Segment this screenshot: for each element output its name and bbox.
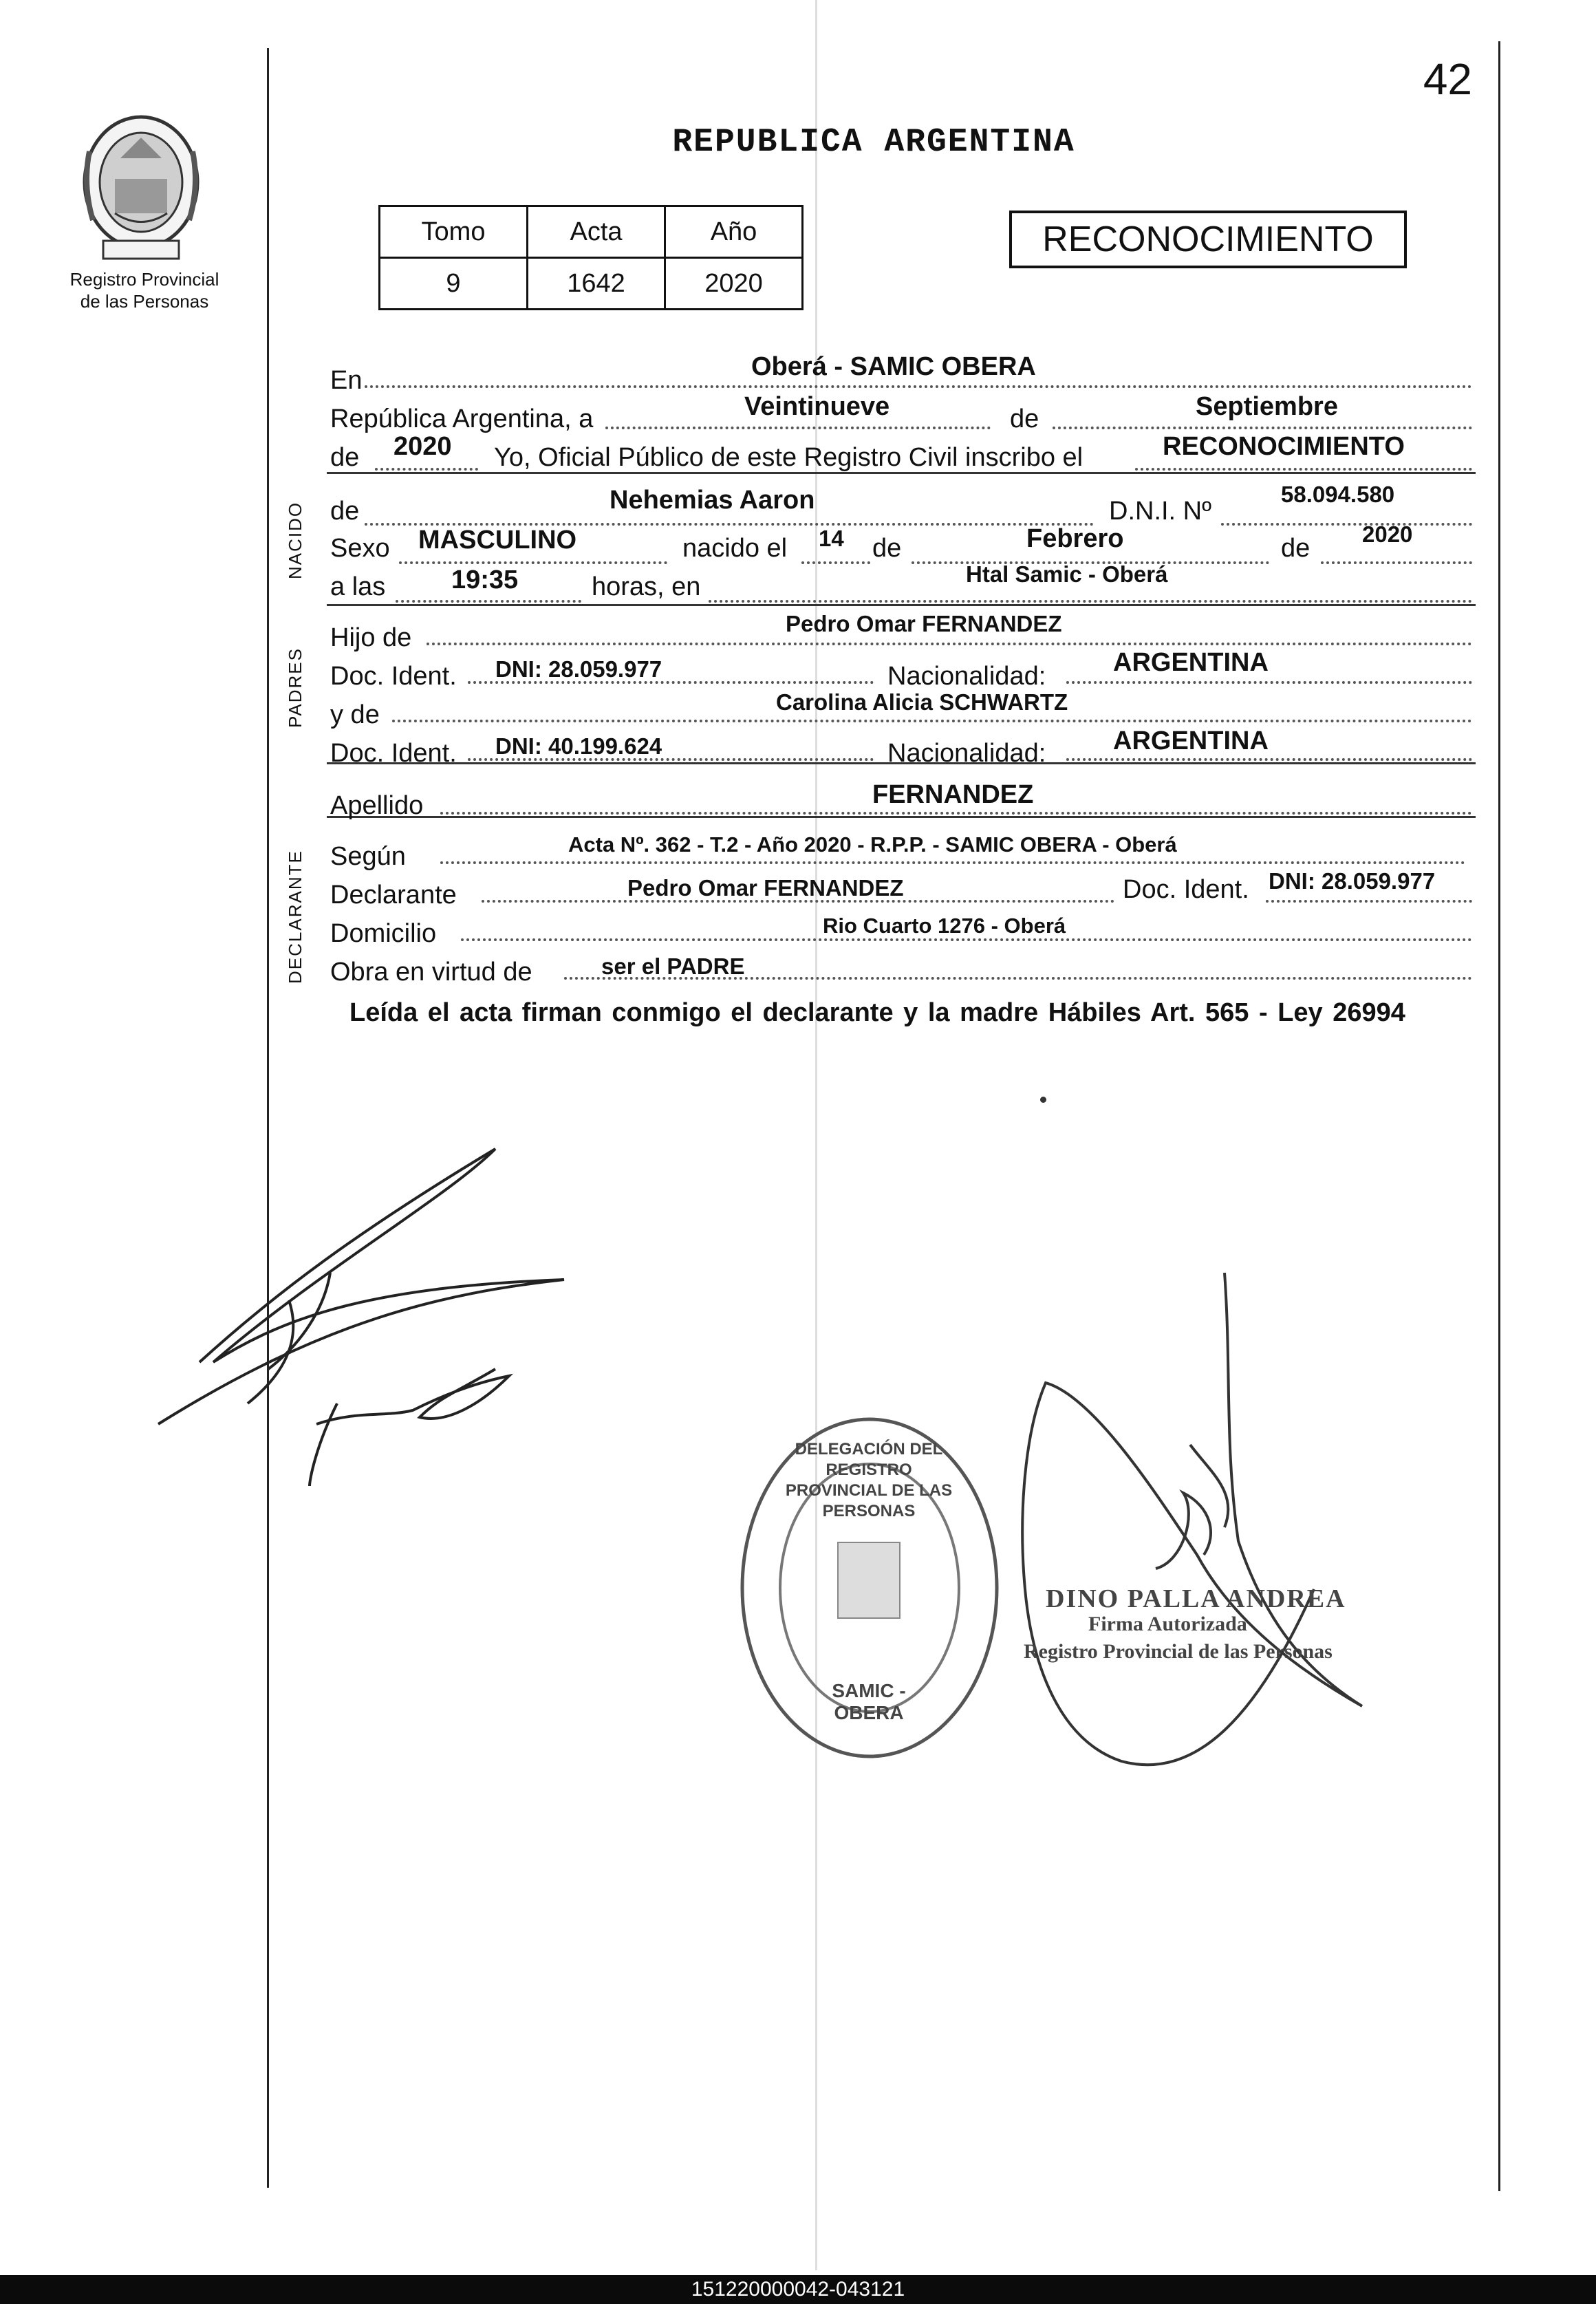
stamp-center-text: SAMIC - OBERA	[832, 1680, 906, 1723]
acta-value: 1642	[528, 258, 665, 310]
dotline-declarante-doc	[1266, 900, 1472, 903]
dotline-lugar-nac	[709, 600, 1472, 603]
dotline-domicilio	[461, 938, 1472, 941]
registry-stamp	[735, 1412, 1004, 1764]
label-doc-ident-3: Doc. Ident.	[1123, 875, 1249, 904]
footer-code: 151220000042-043121	[691, 2278, 905, 2301]
stamp-ring-text: DELEGACIÓN DEL REGISTRO PROVINCIAL DE LAS PERSONAS	[785, 1440, 953, 1520]
label-doc-ident-2: Doc. Ident.	[330, 739, 457, 768]
label-republica: República Argentina, a	[330, 405, 594, 433]
label-obra: Obra en virtud de	[330, 958, 532, 987]
page-number: 42	[1423, 54, 1472, 104]
label-doc-ident-1: Doc. Ident.	[330, 662, 457, 691]
dotline-madre	[392, 720, 1472, 722]
field-madre-doc: DNI: 40.199.624	[495, 733, 662, 759]
dotline-anio	[375, 468, 478, 471]
field-apellido: FERNANDEZ	[872, 780, 1034, 809]
field-obra: ser el PADRE	[601, 954, 745, 979]
dotline-en	[365, 385, 1472, 388]
label-segun: Según	[330, 842, 406, 871]
field-tipo: RECONOCIMIENTO	[1163, 432, 1405, 461]
label-nacionalidad-2: Nacionalidad:	[887, 739, 1046, 768]
dotline-anio-nac	[1321, 561, 1472, 564]
field-segun: Acta Nº. 362 - T.2 - Año 2020 - R.P.P. - SAMIC OBERA - Oberá	[568, 832, 1177, 857]
field-padre-nac: ARGENTINA	[1113, 648, 1269, 677]
field-anio-nac: 2020	[1362, 521, 1413, 547]
field-anio: 2020	[393, 432, 452, 461]
field-domicilio: Rio Cuarto 1276 - Oberá	[823, 914, 1066, 938]
label-dni: D.N.I. Nº	[1109, 497, 1211, 526]
declarant-signature	[151, 1135, 578, 1520]
ink-dot	[1040, 1097, 1046, 1103]
field-lugar: Oberá - SAMIC OBERA	[751, 352, 1036, 381]
closing-statement: Leída el acta firman conmigo el declarante y la madre Hábiles Art. 565 - Ley 26994	[349, 998, 1405, 1027]
act-type-box: RECONOCIMIENTO	[1009, 211, 1407, 268]
acta-header: Acta	[528, 206, 665, 258]
label-apellido: Apellido	[330, 791, 424, 820]
label-en: En	[330, 366, 363, 395]
dotline-padre-nac	[1066, 681, 1472, 684]
tomo-header: Tomo	[380, 206, 528, 258]
right-margin-rule	[1498, 41, 1500, 2191]
reference-value-row	[380, 258, 803, 310]
document-title: REPUBLICA ARGENTINA	[672, 124, 1075, 161]
dotline-dia-nac	[801, 561, 870, 564]
field-hora: 19:35	[451, 566, 519, 594]
label-yo-oficial: Yo, Oficial Público de este Registro Civil inscribo el	[494, 443, 1083, 472]
field-nombre: Nehemias Aaron	[610, 486, 815, 515]
dotline-tipo	[1135, 468, 1472, 471]
official-office: Registro Provincial de las Personas	[1024, 1640, 1333, 1663]
reference-header-row	[380, 206, 803, 258]
dotline-apellido	[440, 812, 1472, 815]
fold-line	[815, 0, 817, 2270]
left-margin-rule	[267, 48, 269, 2188]
reference-table	[378, 205, 804, 310]
label-y-de: y de	[330, 700, 380, 729]
dotline-hora	[396, 600, 581, 603]
field-lugar-nac: Htal Samic - Oberá	[966, 561, 1168, 587]
dotline-dni	[1221, 523, 1472, 526]
field-padre: Pedro Omar FERNANDEZ	[786, 611, 1062, 636]
rule-2	[327, 604, 1476, 606]
anio-value: 2020	[665, 258, 803, 310]
anio-header: Año	[665, 206, 803, 258]
label-nacido-el: nacido el	[682, 534, 788, 563]
label-de-month: de	[872, 534, 902, 563]
field-mes-nac: Febrero	[1026, 524, 1124, 553]
label-horas-en: horas, en	[592, 572, 701, 601]
field-madre: Carolina Alicia SCHWARTZ	[776, 689, 1068, 715]
field-dia: Veintinueve	[744, 392, 890, 421]
label-sexo: Sexo	[330, 534, 390, 563]
label-hijo-de: Hijo de	[330, 623, 412, 652]
field-sexo: MASCULINO	[418, 526, 577, 555]
section-label-declarante: DECLARANTE	[285, 850, 305, 984]
label-de: de	[1010, 405, 1039, 433]
official-name: DINO PALLA ANDREA	[1046, 1584, 1346, 1613]
section-label-padres: PADRES	[285, 647, 305, 728]
label-declarante: Declarante	[330, 881, 457, 909]
label-nacionalidad-1: Nacionalidad:	[887, 662, 1046, 691]
field-dia-nac: 14	[819, 526, 844, 551]
field-dni: 58.094.580	[1281, 482, 1395, 507]
field-madre-nac: ARGENTINA	[1113, 726, 1269, 755]
rule-4	[327, 816, 1476, 818]
dotline-sexo	[399, 561, 667, 564]
field-mes: Septiembre	[1196, 392, 1338, 421]
dotline-dia	[605, 427, 991, 429]
label-de-year: de	[1281, 534, 1311, 563]
field-padre-doc: DNI: 28.059.977	[495, 656, 662, 682]
registry-caption: Registro Provincial de las Personas	[69, 269, 219, 312]
dotline-mes	[1053, 427, 1472, 429]
label-domicilio: Domicilio	[330, 919, 437, 948]
label-de-prefix: de	[330, 443, 360, 472]
section-label-nacido: NACIDO	[285, 501, 305, 579]
official-signature	[1018, 1266, 1376, 1775]
dotline-madre-nac	[1066, 758, 1472, 761]
field-declarante-doc: DNI: 28.059.977	[1269, 868, 1436, 894]
dotline-padre	[427, 643, 1472, 645]
field-declarante: Pedro Omar FERNANDEZ	[627, 875, 904, 901]
official-role: Firma Autorizada	[1088, 1613, 1247, 1635]
dotline-segun	[440, 861, 1465, 864]
label-de-name: de	[330, 497, 360, 526]
tomo-value: 9	[380, 258, 528, 310]
label-a-las: a las	[330, 572, 386, 601]
